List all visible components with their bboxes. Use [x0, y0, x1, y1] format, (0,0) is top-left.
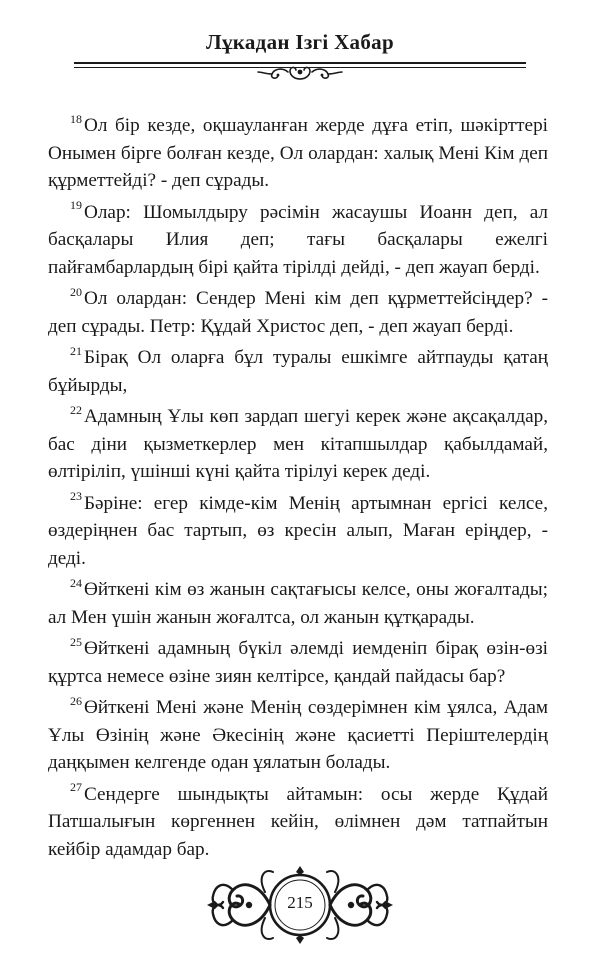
verse-text: Бірақ Ол оларға бұл туралы ешкімге айтпауды қатаң бұйырды, — [48, 347, 548, 396]
verse-text: Адамның Ұлы көп зардап шегуі керек және ақсақалдар, бас діни қызметкерлер мен кітапшылдар қабылдамай, өлтіріліп, үшінші күні қайта тірілуі керек деді. — [48, 406, 548, 482]
verse-text: Өйткені адамның бүкіл әлемді иемденіп бірақ өзін-өзі құртса немесе өзіне зиян келтірсе, қандай пайдасы бар? — [48, 638, 548, 687]
verse-text: Ол олардан: Сендер Мені кім деп құрметтейсіңдер? - деп сұрады. Петр: Құдай Христос деп, - деп жауап берді. — [48, 288, 548, 337]
verse-23 — [48, 490, 548, 573]
verse-26 — [48, 694, 548, 777]
verse-21 — [48, 344, 548, 399]
verse-text: Олар: Шомылдыру рәсімін жасаушы Иоанн деп, ал басқалары Илия деп; тағы басқалары ежелгі пайғамбарлардың бірі қайта тірілді дейді, - деп жауап берді. — [48, 201, 548, 278]
verse-number: 21 — [70, 343, 82, 358]
verse-24 — [48, 576, 548, 631]
verse-text: Сендерге шындықты айтамын: осы жерде Құдай Патшалығын көргеннен кейін, өлімнен дәм татпайтын кейбір адамдар бар. — [48, 783, 548, 860]
verse-text: Бәріне: егер кімде-кім Менің артымнан ергісі келсе, өздеріңнен бас тартып, өз кресін алып, Маған еріңдер, - деді. — [48, 492, 548, 569]
verse-text: Ол бір кезде, оқшауланған жерде дұға етіп, шәкірттері Онымен бірге болған кезде, Ол олардан: халық Мені Кім деп құрметтейді? - деп сұрады. — [48, 115, 548, 191]
verse-18 — [48, 112, 548, 195]
verse-number: 26 — [70, 693, 82, 708]
verse-number: 25 — [70, 634, 82, 649]
verse-number: 18 — [70, 111, 82, 126]
verse-number: 27 — [70, 780, 82, 795]
verse-number: 23 — [70, 489, 82, 504]
running-header-title: Лұкадан Ізгі Хабар — [206, 30, 394, 54]
verse-19 — [48, 199, 548, 282]
page-number: 215 — [287, 893, 313, 912]
chapter-text — [48, 112, 548, 867]
verse-25 — [48, 635, 548, 690]
verse-number: 20 — [70, 284, 82, 299]
verse-text: Өйткені кім өз жанын сақтағысы келсе, оны жоғалтады; ал Мен үшін жанын жоғалтса, ол жанын құтқарады. — [48, 579, 548, 628]
verse-number: 22 — [70, 402, 82, 417]
verse-20 — [48, 285, 548, 340]
verse-text: Өйткені Мені және Менің сөздерімнен кім ұялса, Адам Ұлы Өзінің және Әкесінің және қасиетті Періштелердің даңқымен келгенде одан ұялатын болады. — [48, 697, 548, 773]
verse-27 — [48, 781, 548, 864]
header-ornament-icon — [250, 63, 350, 85]
verse-number: 19 — [70, 198, 82, 213]
verse-22 — [48, 403, 548, 486]
verse-number: 24 — [70, 575, 82, 590]
